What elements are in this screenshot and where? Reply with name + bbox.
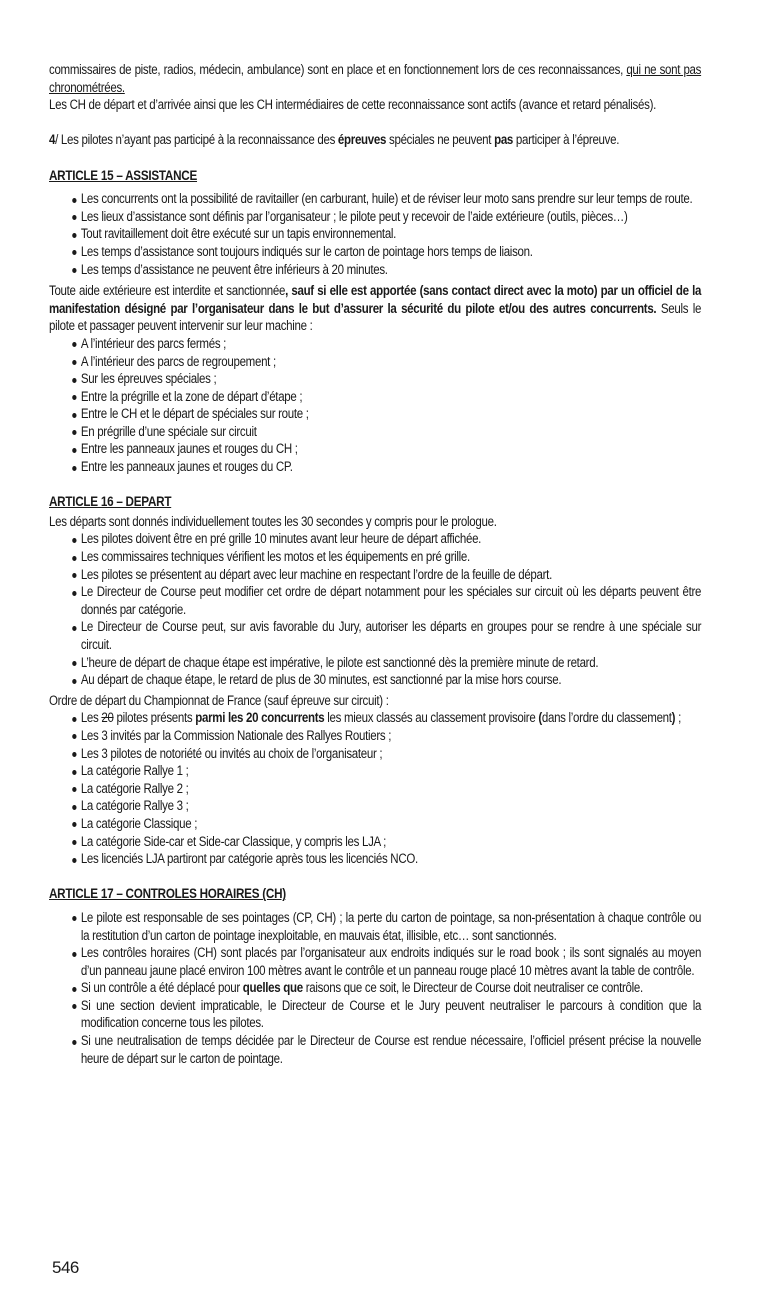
point-number: 4 <box>49 132 56 148</box>
struck-number: 20 <box>101 710 114 726</box>
point-4-bold-2: pas <box>494 132 514 148</box>
order-text-c: les mieux classés au classement provisoire <box>324 710 539 726</box>
underlined-note: qui ne sont pas chronométrées. <box>49 62 702 95</box>
intro-text: commissaires de piste, radios, médecin, ambulance) sont en place et en fonctionnement lors de ces reconnaissances, <box>49 62 627 77</box>
point-4-bold-1: épreuves <box>337 132 387 148</box>
list-item: Les concurrents ont la possibilité de ravitailler (en carburant, huile) et de réviser leur moto sans prendre sur leur temps de route. <box>81 190 701 208</box>
point-4-text-c: participer à l’épreuve. <box>513 132 620 148</box>
order-text-d: dans l’ordre du classement <box>541 710 672 726</box>
spacer <box>49 476 701 494</box>
item-text-b: raisons que ce soit, le Directeur de Course doit neutraliser ce contrôle. <box>302 980 643 996</box>
order-paren-open: ( <box>538 710 542 726</box>
list-item: Les temps d’assistance sont toujours indiqués sur le carton de pointage hors temps de liaison. <box>81 243 701 261</box>
order-text-a: Les <box>80 710 102 726</box>
list-item: Les pilotes doivent être en pré grille 10 minutes avant leur heure de départ affichée. <box>81 530 701 548</box>
list-item: Le Directeur de Course peut, sur avis favorable du Jury, autoriser les départs en groupes pour se rendre à une spéciale sur circuit. <box>80 619 702 652</box>
outside-help-text: Toute aide extérieure est interdite et sanctionnée <box>49 283 286 299</box>
list-item: En prégrille d’une spéciale sur circuit <box>81 423 701 441</box>
list-item: La catégorie Side-car et Side-car Classique, y compris les LJA ; <box>81 833 701 851</box>
spacer <box>49 114 701 132</box>
page-number: 546 <box>52 1258 79 1277</box>
item-text-a: Si un contrôle a été déplacé pour <box>80 980 243 996</box>
article-15-heading: ARTICLE 15 – ASSISTANCE <box>49 167 198 183</box>
list-item: A l’intérieur des parcs fermés ; <box>81 335 701 353</box>
list-item: Entre le CH et le départ de spéciales sur route ; <box>81 405 701 423</box>
start-order-list <box>49 709 701 867</box>
list-item: Si une section devient impraticable, le Directeur de Course et le Jury peuvent neutraliser le parcours à condition que la modification concerne tous les pilotes. <box>80 997 702 1031</box>
document-body <box>49 61 701 1067</box>
intro-paragraph <box>49 61 701 96</box>
item-bold: quelles que <box>242 980 303 996</box>
list-item <box>81 709 701 727</box>
article-16-list <box>49 530 701 688</box>
list-item: La catégorie Rallye 1 ; <box>81 762 701 780</box>
list-item: Les licenciés LJA partiront par catégorie après tous les licenciés NCO. <box>81 850 701 868</box>
list-item: La catégorie Rallye 2 ; <box>81 780 701 798</box>
list-item: L’heure de départ de chaque étape est impérative, le pilote est sanctionné dès la première minute de retard. <box>81 654 701 672</box>
departure-intro: Les départs sont donnés individuellement toutes les 30 secondes y compris pour le prologue. <box>49 513 497 529</box>
list-item: Les temps d’assistance ne peuvent être inférieurs à 20 minutes. <box>81 261 701 279</box>
list-item: Entre la prégrille et la zone de départ d’étape ; <box>81 388 701 406</box>
article-17-list <box>49 909 701 1067</box>
list-item: Si une neutralisation de temps décidée par le Directeur de Course est rendue nécessaire, l’officiel présent précise la nouvelle heure de départ sur le carton de pointage. <box>80 1033 702 1066</box>
ch-paragraph: Les CH de départ et d’arrivée ainsi que les CH intermédiaires de cette reconnaissance sont actifs (avance et retard pénalisés). <box>49 97 657 113</box>
document-page <box>49 61 701 1067</box>
outside-help-exception: , sauf si elle est apportée (sans contact direct avec la moto) par un officiel de la manifestation désigné par l’organisateur dans le but d’assurer la sécurité du pilote et/ou des autres concurrents. <box>49 283 702 316</box>
list-item: Les pilotes se présentent au départ avec leur machine en respectant l’ordre de la feuille de départ. <box>81 566 701 584</box>
intervention-places-list <box>49 335 701 476</box>
list-item: Les lieux d’assistance sont définis par l’organisateur ; le pilote peut y recevoir de l’aide extérieure (outils, pièces…) <box>81 208 701 226</box>
list-item: Les 3 pilotes de notoriété ou invités au choix de l’organisateur ; <box>81 745 701 763</box>
list-item: Les commissaires techniques vérifient les motos et les équipements en pré grille. <box>81 548 701 566</box>
outside-help-text-end: Seuls le pilote et passager peuvent intervenir sur leur machine : <box>49 300 702 334</box>
list-item: La catégorie Classique ; <box>81 815 701 833</box>
list-item: Le Directeur de Course peut modifier cet ordre de départ notamment pour les spéciales sur circuit où les départs peuvent être donnés par catégorie. <box>80 584 702 617</box>
list-item: Sur les épreuves spéciales ; <box>81 370 701 388</box>
article-17-heading: ARTICLE 17 – CONTROLES HORAIRES (CH) <box>49 886 286 902</box>
list-item <box>81 979 701 997</box>
list-item: Entre les panneaux jaunes et rouges du CH ; <box>81 440 701 458</box>
spacer <box>49 149 701 167</box>
order-paren-close: ) <box>671 710 676 726</box>
list-item: A l’intérieur des parcs de regroupement ; <box>81 353 701 371</box>
list-item: La catégorie Rallye 3 ; <box>81 797 701 815</box>
point-4-paragraph <box>49 131 701 149</box>
list-item: Les 3 invités par la Commission Nationale des Rallyes Routiers ; <box>81 727 701 745</box>
spacer <box>49 868 701 886</box>
start-order-intro: Ordre de départ du Championnat de France (sauf épreuve sur circuit) : <box>49 692 389 708</box>
list-item: Les contrôles horaires (CH) sont placés par l’organisateur aux endroits indiqués sur le road book ; ils sont signalés au moyen d’un panneau jaune placé environ 100 mètres avant le contrôle et un panneau rouge placé 10 mètres avant la table de contrôle. <box>80 945 702 978</box>
order-text-b: pilotes présents <box>113 710 196 726</box>
list-item: Tout ravitaillement doit être exécuté sur un tapis environnemental. <box>81 225 701 243</box>
list-item: Au départ de chaque étape, le retard de plus de 30 minutes, est sanctionné par la mise hors course. <box>81 671 701 689</box>
point-4-text-a: / Les pilotes n’ayant pas participé à la reconnaissance des <box>55 132 338 148</box>
article-16-heading: ARTICLE 16 – DEPART <box>49 494 172 510</box>
article-15-list <box>49 190 701 278</box>
order-text-e: ; <box>675 710 682 726</box>
order-bold: parmi les 20 concurrents <box>195 710 325 726</box>
point-4-text-b: spéciales ne peuvent <box>386 132 495 148</box>
outside-help-paragraph <box>49 282 701 335</box>
list-item: Entre les panneaux jaunes et rouges du CP. <box>81 458 701 476</box>
list-item: Le pilote est responsable de ses pointages (CP, CH) ; la perte du carton de pointage, sa non-présentation à chaque contrôle ou la restitution d’un carton de pointage inexploitable, en mauvais état, illisible, etc… sont sanctionnés. <box>80 909 702 943</box>
